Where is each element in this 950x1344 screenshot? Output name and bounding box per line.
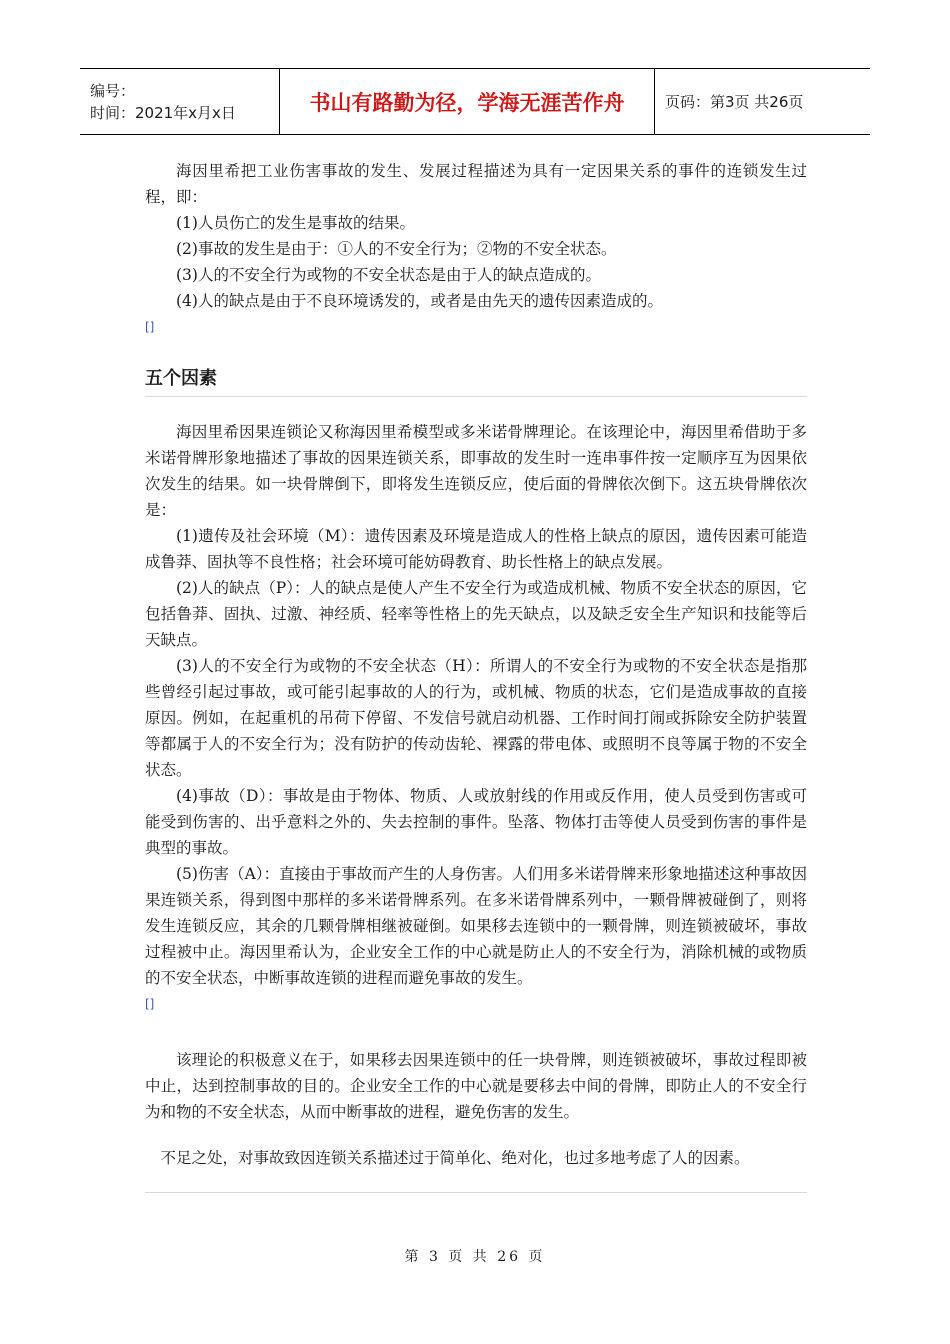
factor-item-1: (1)遗传及社会环境（M）：遗传因素及环境是造成人的性格上缺点的原因，遗传因素可能造成鲁莽、固执等不良性格；社会环境可能妨碍教育、助长性格上的缺点发展。	[145, 527, 807, 571]
number-label: 编号：	[90, 81, 136, 100]
motto-text: 书山有路勤为径，学海无涯苦作舟	[309, 90, 625, 115]
significance-paragraph: 该理论的积极意义在于，如果移去因果连锁中的任一块骨牌，则连锁被破坏，事故过程即被中止，达到控制事故的目的。企业安全工作的中心就是要移去中间的骨牌，即防止人的不安全行为和物的不安全状态，从而中断事故的进程，避免伤害的发生。	[145, 1051, 807, 1121]
reference-link-1[interactable]: []	[145, 320, 155, 334]
factor-item-3: (3)人的不安全行为或物的不安全状态（H）：所谓人的不安全行为或物的不安全状态是指那些曾经引起过事故，或可能引起事故的人的行为，或机械、物质的状态，它们是造成事故的直接原因。例如，在起重机的吊荷下停留、不发信号就启动机器、工作时间打闹或拆除安全防护装置等都属于人的不安全行为；没有防护的传动齿轮、裸露的带电体、或照明不良等属于物的不安全状态。	[145, 657, 807, 779]
factor-item-2: (2)人的缺点（P）：人的缺点是使人产生不安全行为或造成机械、物质不安全状态的原因，它包括鲁莽、固执、过激、神经质、轻率等性格上的先天缺点，以及缺乏安全生产知识和技能等后天缺点。	[145, 579, 807, 649]
document-body	[145, 158, 807, 1171]
page-footer: 第 3 页 共 26 页	[404, 1249, 546, 1265]
shortcoming-paragraph: 不足之处，对事故致因连锁关系描述过于简单化、绝对化，也过多地考虑了人的因素。	[160, 1149, 750, 1167]
bottom-divider	[145, 1192, 807, 1193]
factor-item-4: (4)事故（D）：事故是由于物体、物质、人或放射线的作用或反作用，使人员受到伤害或可能受到伤害的、出乎意料之外的、失去控制的事件。坠落、物体打击等使人员受到伤害的事件是典型的事故。	[145, 787, 807, 857]
factor-item-5: (5)伤害（A）：直接由于事故而产生的人身伤害。人们用多米诺骨牌来形象地描述这种事故因果连锁关系，得到图中那样的多米诺骨牌系列。在多米诺骨牌系列中，一颗骨牌被碰倒了，则将发生连锁反应，其余的几颗骨牌相继被碰倒。如果移去连锁中的一颗骨牌，则连锁被破坏，事故过程被中止。海因里希认为，企业安全工作的中心就是防止人的不安全行为，消除机械的或物质的不安全状态，中断事故连锁的进程而避免事故的发生。	[145, 865, 807, 987]
section-title: 五个因素	[145, 364, 807, 397]
intro-item-2: (2)事故的发生是由于：①人的不安全行为；②物的不安全状态。	[176, 240, 617, 258]
intro-item-1: (1)人员伤亡的发生是事故的结果。	[176, 214, 415, 232]
intro-item-3: (3)人的不安全行为或物的不安全状态是由于人的缺点造成的。	[176, 266, 601, 284]
reference-link-2[interactable]: []	[145, 997, 155, 1011]
intro-paragraph: 海因里希把工业伤害事故的发生、发展过程描述为具有一定因果关系的事件的连锁发生过程，即：	[145, 162, 807, 206]
time-label: 时间：2021年x月x日	[90, 103, 236, 122]
page-header	[80, 68, 870, 135]
header-meta	[80, 69, 280, 134]
section-lead-paragraph: 海因里希因果连锁论又称海因里希模型或多米诺骨牌理论。在该理论中，海因里希借助于多米诺骨牌形象地描述了事故的因果连锁关系，即事故的发生时一连串事件按一定顺序互为因果依次发生的结果。如一块骨牌倒下，即将发生连锁反应，使后面的骨牌依次倒下。这五块骨牌依次是：	[145, 423, 807, 519]
page-info-text: 页码：第3页 共26页	[665, 93, 804, 111]
header-page-info	[655, 69, 870, 134]
intro-item-4: (4)人的缺点是由于不良环境诱发的，或者是由先天的遗传因素造成的。	[176, 292, 663, 310]
header-motto	[280, 69, 655, 134]
